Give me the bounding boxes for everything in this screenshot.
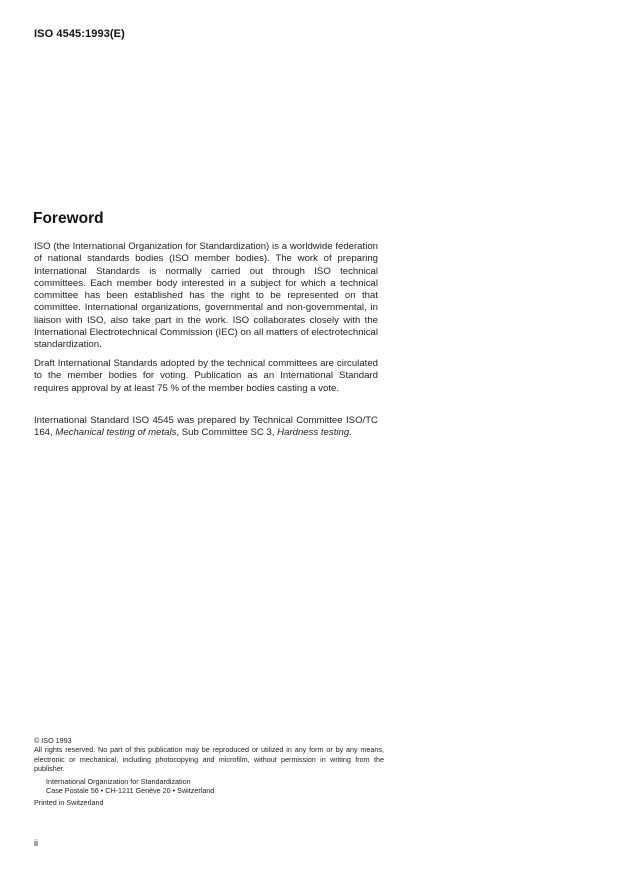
section-title-foreword: Foreword bbox=[33, 210, 104, 227]
copyright-notice: © ISO 1993 bbox=[34, 736, 72, 745]
prepared-by-middle: , Sub Committee SC 3, bbox=[176, 427, 278, 439]
paragraph-text: Draft International Standards adopted by the technical committees are circulated to the member bodies for voting. Publication as an International Standard requires approval by at least 75 % of the member bodies casting a vote. bbox=[34, 358, 378, 394]
rights-statement: All rights reserved. No part of this publication may be reproduced or utilized in any form or by any means, electronic or mechanical, including photocopying and microfilm, without permission in writing from the publisher. bbox=[34, 745, 384, 774]
publisher-address bbox=[46, 777, 384, 796]
copyright-footer bbox=[34, 736, 384, 808]
document-id: ISO 4545:1993(E) bbox=[34, 28, 125, 40]
foreword-paragraph-2 bbox=[34, 358, 378, 395]
foreword-paragraph-3 bbox=[34, 415, 378, 440]
paragraph-text bbox=[34, 415, 378, 440]
address-line-1: International Organization for Standardization bbox=[46, 776, 191, 786]
printed-in: Printed in Switzerland bbox=[34, 798, 104, 808]
prepared-by-prefix: International Standard ISO 4545 was prepared by Technical Committee ISO/TC 164, bbox=[34, 415, 378, 439]
page-number: ii bbox=[34, 838, 38, 848]
foreword-paragraph-1 bbox=[34, 241, 378, 352]
subcommittee-title: Hardness testing bbox=[277, 427, 350, 439]
committee-title: Mechanical testing of metals bbox=[55, 427, 177, 439]
paragraph-text: ISO (the International Organization for Standardization) is a worldwide federation of national standards bodies (ISO member bodies). The work of preparing International Standards is normally carried out through ISO technical committees. Each member body interested in a subject for which a technical committee has been established has the right to be represented on that committee. International organizations, governmental and non-governmental, in liaison with ISO, also take part in the work. ISO collaborates closely with the International Electrotechnical Commission (IEC) on all matters of electrotechnical standardization. bbox=[34, 241, 378, 351]
prepared-by-suffix: . bbox=[349, 427, 352, 439]
address-line-2: Case Postale 56 • CH-1211 Genève 20 • Switzerland bbox=[46, 786, 215, 796]
